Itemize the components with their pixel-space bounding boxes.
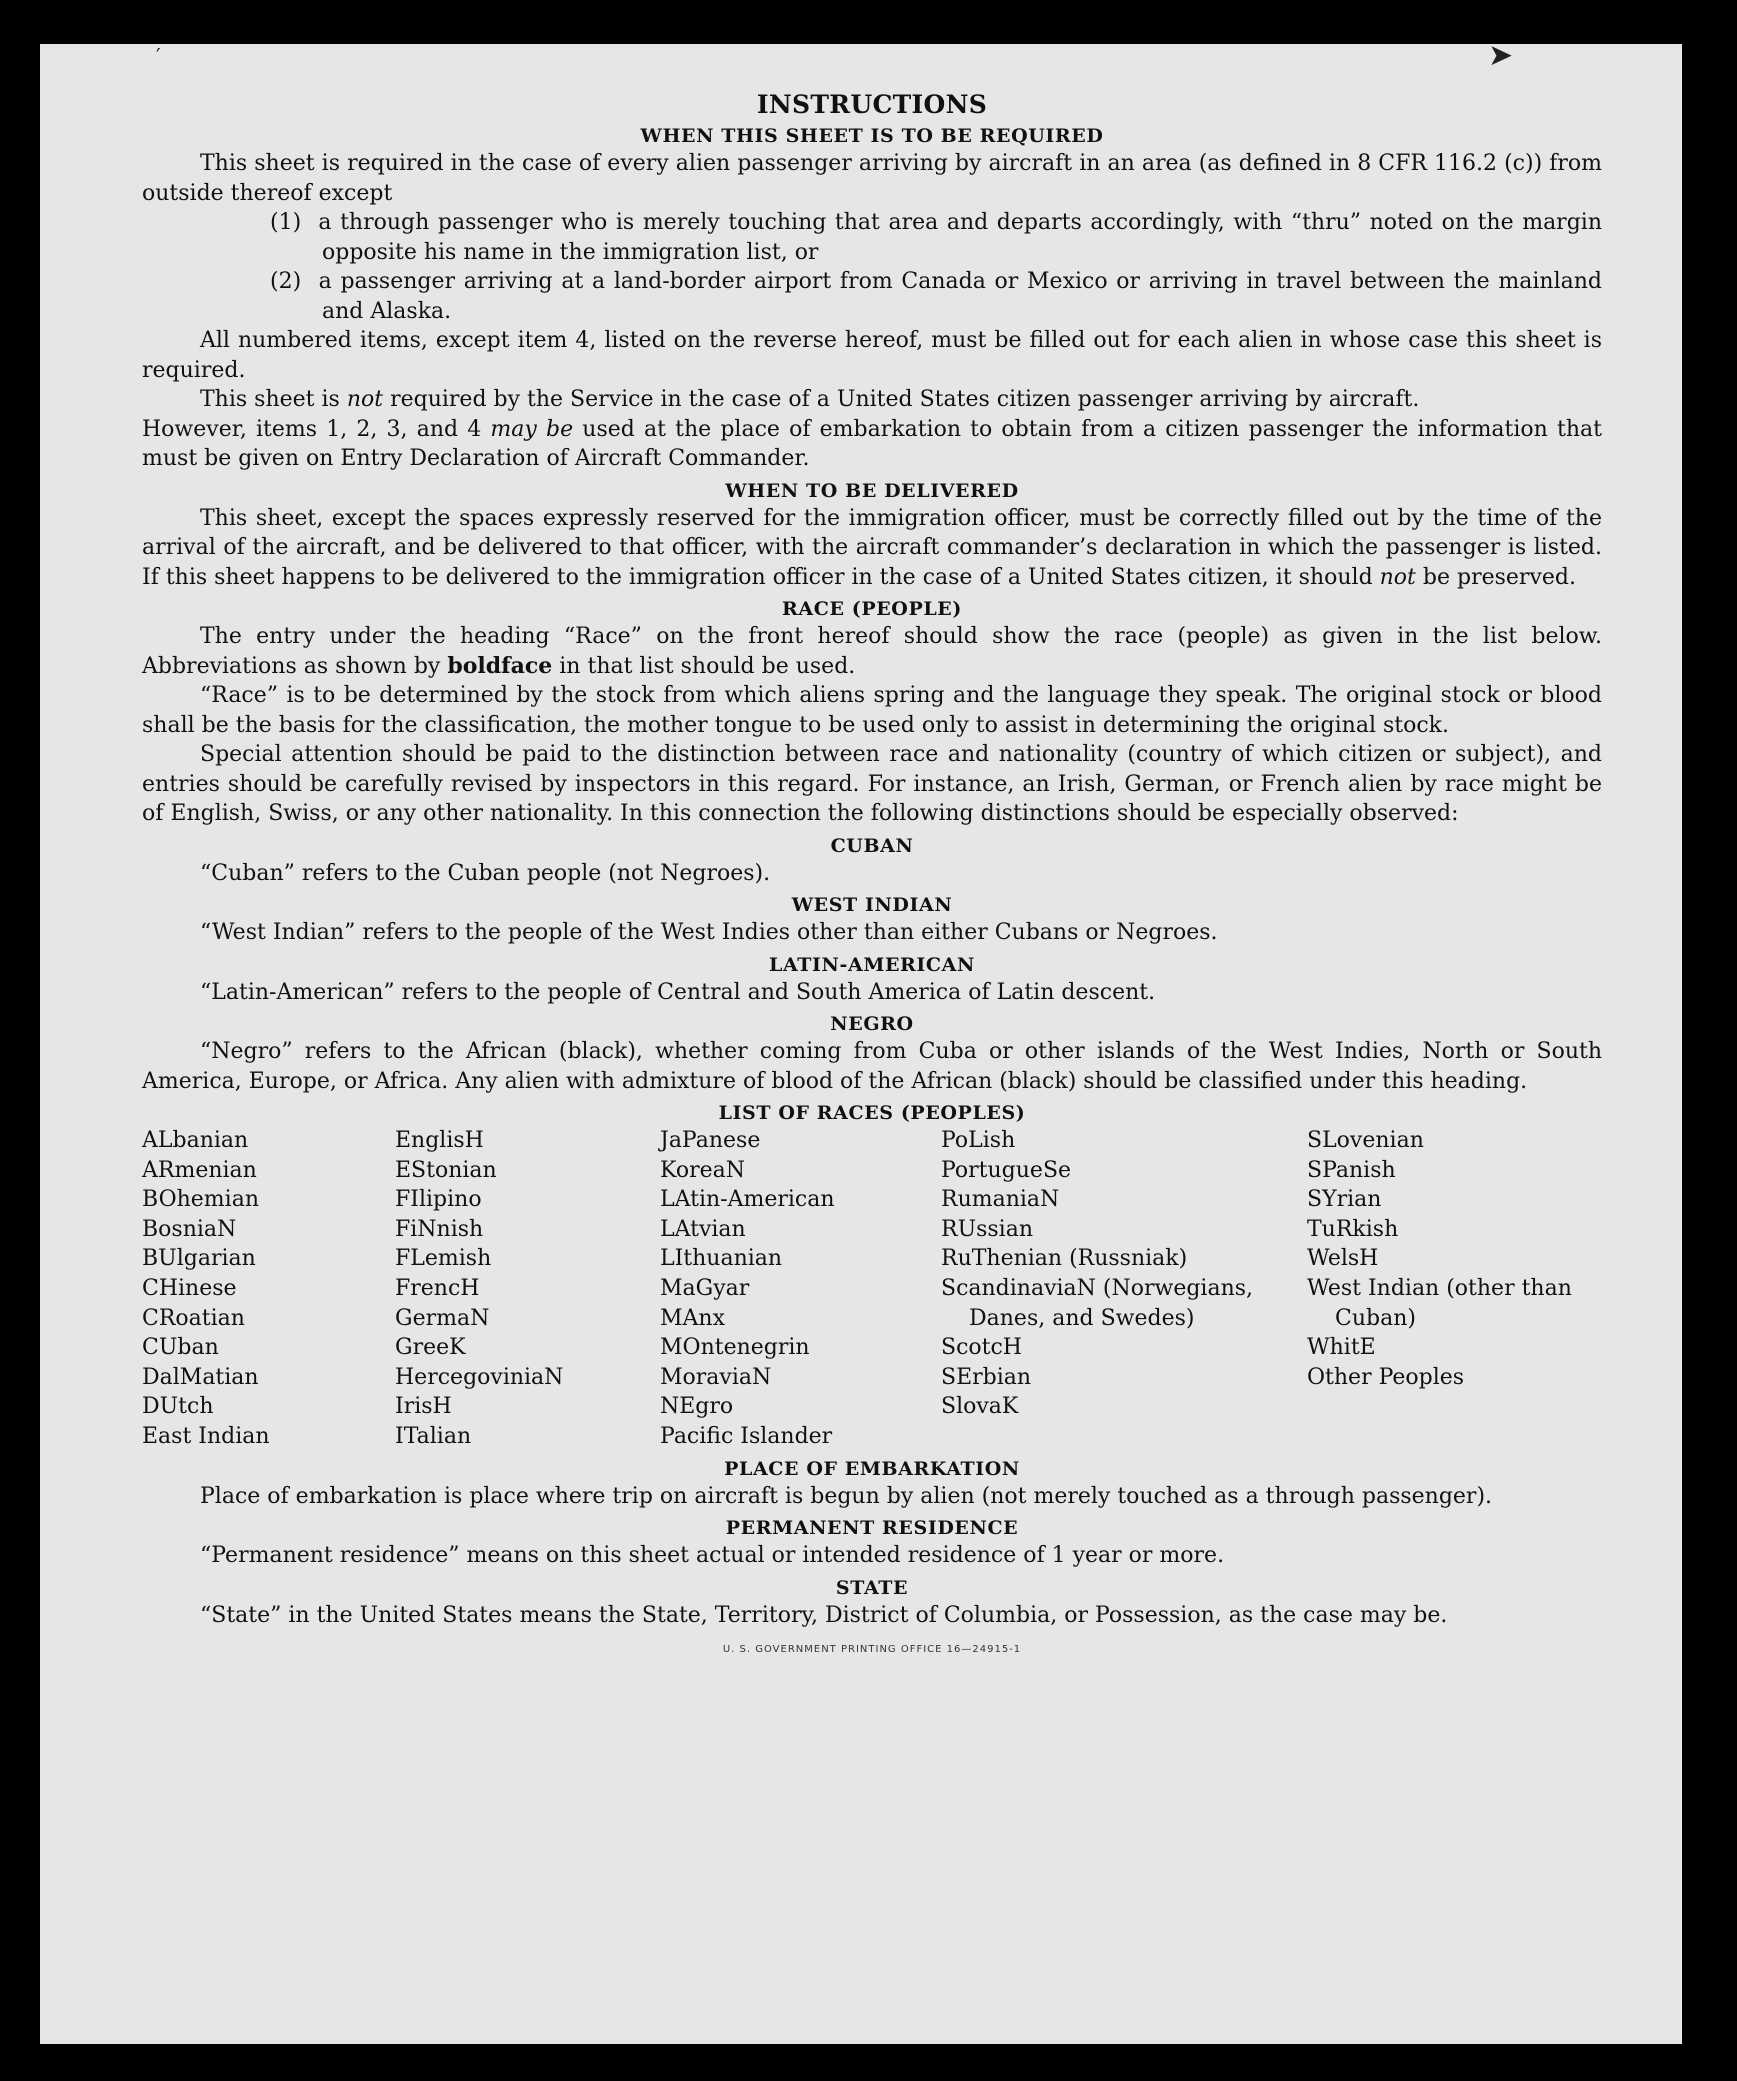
embarkation-paragraph: Place of embarkation is place where trip on aircraft is begun by alien (not merely touched as a through passenger). — [200, 1483, 1493, 1509]
text-run: used at the place of embarkation to obtain from a citizen passenger the information that must be given on Entry Declaration of Aircraft Commander. — [142, 416, 1602, 471]
required-item — [270, 267, 1602, 326]
document-content — [142, 90, 1602, 1655]
race-entry: PoLish — [941, 1128, 1016, 1153]
race-entry: PortugueSe — [941, 1157, 1072, 1183]
race-entry: FLemish — [395, 1246, 492, 1272]
race-entry: GreeK — [395, 1335, 466, 1361]
race-column — [660, 1126, 941, 1452]
required-paragraph-3 — [142, 385, 1602, 415]
race-entry: CHinese — [142, 1275, 237, 1301]
required-paragraph-4 — [142, 415, 1602, 474]
emphasis-text: not — [346, 387, 384, 412]
bold-text: boldface — [447, 652, 553, 679]
section-heading-latin-american: LATIN-AMERICAN — [769, 953, 975, 976]
section-heading-delivered: WHEN TO BE DELIVERED — [725, 479, 1019, 502]
text-run: be preserved. — [1415, 564, 1576, 590]
race-entry: DalMatian — [142, 1364, 259, 1390]
race-paragraph-3: Special attention should be paid to the distinction between race and nationality (country of which citizen or subject), and entries should be carefully revised by inspectors in this regard. For instance, an Irish, German, or French alien by race might be of English, Swiss, or any other nationality. In this connection the following distinctions should be especially observed: — [142, 742, 1602, 826]
section-heading-list-of-races: LIST OF RACES (PEOPLES) — [718, 1102, 1026, 1124]
race-entry: EStonian — [395, 1157, 497, 1183]
section-heading-negro: NEGRO — [830, 1013, 914, 1035]
text-run: However, items 1, 2, 3, and 4 — [142, 416, 491, 442]
race-entry: WelsH — [1307, 1246, 1379, 1272]
west-indian-paragraph: “West Indian” refers to the people of the West Indies other than either Cubans or Negroes. — [200, 920, 1218, 945]
section-heading-west-indian: WEST INDIAN — [791, 894, 953, 916]
section-heading-residence: PERMANENT RESIDENCE — [725, 1517, 1019, 1540]
race-entry: CUban — [142, 1335, 219, 1361]
race-entry: WhitE — [1307, 1335, 1376, 1361]
race-entry: ScotcH — [941, 1335, 1022, 1361]
race-column — [941, 1126, 1307, 1452]
race-entry: ALbanian — [142, 1128, 249, 1153]
item-text: a passenger arriving at a land-border airport from Canada or Mexico or arriving in travel between the mainland and Alaska. — [318, 269, 1602, 324]
race-entry: ITalian — [395, 1423, 472, 1449]
scan-speck: ′ — [156, 44, 161, 68]
race-entry: BUlgarian — [142, 1246, 256, 1272]
race-entry: RumaniaN — [941, 1187, 1060, 1213]
negro-paragraph: “Negro” refers to the African (black), whether coming from Cuba or other islands of the West Indies, North or South America, Europe, or Africa. Any alien with admixture of blood of the African (black) should be classified under this heading. — [142, 1039, 1602, 1094]
section-heading-embarkation: PLACE OF EMBARKATION — [724, 1457, 1020, 1480]
race-entry: SPanish — [1307, 1157, 1396, 1183]
race-entry: BOhemian — [142, 1187, 259, 1213]
required-intro: This sheet is required in the case of every alien passenger arriving by aircraft in an area (as defined in 8 CFR 116.2 (c)) from outside thereof except — [142, 151, 1602, 206]
race-paragraph-1 — [142, 622, 1602, 681]
race-entry: MAnx — [660, 1305, 725, 1331]
emphasis-text: may be — [490, 416, 574, 442]
race-entry: SYrian — [1307, 1187, 1382, 1213]
race-entry: TuRkish — [1307, 1216, 1399, 1242]
text-run: This sheet, except the spaces expressly reserved for the immigration officer, must be correctly filled out by the time of the arrival of the aircraft, and be delivered to that officer, with the aircraft commander’s declaration in which the passenger is listed. If this sheet happens to be delivered to the immigration officer in the case of a United States citizen, it should — [142, 505, 1602, 590]
race-entry: IrisH — [395, 1394, 452, 1420]
race-entry: Pacific Islander — [660, 1423, 833, 1449]
delivered-paragraph — [142, 504, 1602, 593]
section-heading-required: WHEN THIS SHEET IS TO BE REQUIRED — [640, 125, 1104, 147]
page-title: INSTRUCTIONS — [756, 90, 988, 119]
printing-office-footer: U. S. GOVERNMENT PRINTING OFFICE 16—24915-1 — [722, 1644, 1022, 1656]
item-text: a through passenger who is merely touching that area and departs accordingly, with “thru” noted on the margin opposite his name in the immigration list, or — [318, 210, 1602, 265]
race-entry: FIlipino — [395, 1187, 482, 1213]
race-entry: ScandinaviaN (Norwegians, Danes, and Swedes) — [941, 1275, 1254, 1331]
emphasis-text: not — [1379, 564, 1416, 590]
section-heading-race: RACE (PEOPLE) — [782, 598, 962, 620]
race-entry: EnglisH — [395, 1128, 484, 1153]
race-entry: MOntenegrin — [660, 1335, 810, 1361]
race-entry: JaPanese — [660, 1128, 761, 1153]
race-entry: FrencH — [395, 1275, 480, 1301]
latin-american-paragraph: “Latin-American” refers to the people of Central and South America of Latin descent. — [200, 979, 1156, 1005]
cuban-paragraph: “Cuban” refers to the Cuban people (not Negroes). — [200, 860, 771, 886]
race-entry: LIthuanian — [660, 1246, 783, 1272]
text-run: This sheet is — [200, 387, 347, 412]
race-entry: SErbian — [941, 1364, 1032, 1390]
race-entry: SlovaK — [941, 1394, 1019, 1420]
section-heading-state: STATE — [835, 1576, 909, 1599]
race-entry: FiNnish — [395, 1216, 484, 1242]
race-entry: MaGyar — [660, 1275, 750, 1301]
required-item — [270, 208, 1602, 267]
state-paragraph: “State” in the United States means the State, Territory, District of Columbia, or Possession, as the case may be. — [200, 1602, 1448, 1628]
race-paragraph-2: “Race” is to be determined by the stock from which aliens spring and the language they speak. The original stock or blood shall be the basis for the classification, the mother tongue to be used only to assist in determining the original stock. — [142, 683, 1602, 738]
race-entry: ARmenian — [142, 1157, 257, 1183]
race-entry: LAtin-American — [660, 1187, 835, 1213]
race-entry: LAtvian — [660, 1216, 746, 1242]
race-entry: MoraviaN — [660, 1364, 772, 1390]
race-entry: GermaN — [395, 1305, 490, 1331]
race-entry: BosniaN — [142, 1216, 237, 1242]
item-number: (2) — [270, 269, 302, 294]
race-entry: CRoatian — [142, 1305, 245, 1331]
race-list — [142, 1126, 1602, 1452]
scan-speck: ➤ — [1488, 44, 1514, 73]
race-column — [1307, 1126, 1602, 1452]
race-entry: West Indian (other than Cuban) — [1307, 1275, 1572, 1331]
section-heading-cuban: CUBAN — [830, 834, 914, 857]
race-entry: SLovenian — [1307, 1128, 1424, 1153]
text-run: The entry under the heading “Race” on the front hereof should show the race (people) as given in the list below. Abbreviations as shown by — [142, 624, 1602, 679]
document-sheet — [40, 44, 1682, 2044]
residence-paragraph: “Permanent residence” means on this sheet actual or intended residence of 1 year or more. — [200, 1543, 1225, 1569]
text-run: required by the Service in the case of a United States citizen passenger arriving by aircraft. — [383, 387, 1420, 412]
race-entry: NEgro — [660, 1394, 734, 1420]
item-number: (1) — [270, 210, 302, 235]
race-column — [142, 1126, 395, 1452]
race-column — [395, 1126, 660, 1452]
race-entry: Other Peoples — [1307, 1364, 1465, 1390]
text-run: in that list should be used. — [552, 653, 856, 679]
race-entry: RuThenian (Russniak) — [941, 1246, 1188, 1272]
race-entry: RUssian — [941, 1216, 1034, 1242]
race-entry: East Indian — [142, 1423, 270, 1449]
required-paragraph-2: All numbered items, except item 4, listed on the reverse hereof, must be filled out for each alien in whose case this sheet is required. — [142, 328, 1602, 383]
race-entry: DUtch — [142, 1394, 214, 1420]
race-entry: KoreaN — [660, 1157, 745, 1183]
race-entry: HercegoviniaN — [395, 1364, 564, 1390]
